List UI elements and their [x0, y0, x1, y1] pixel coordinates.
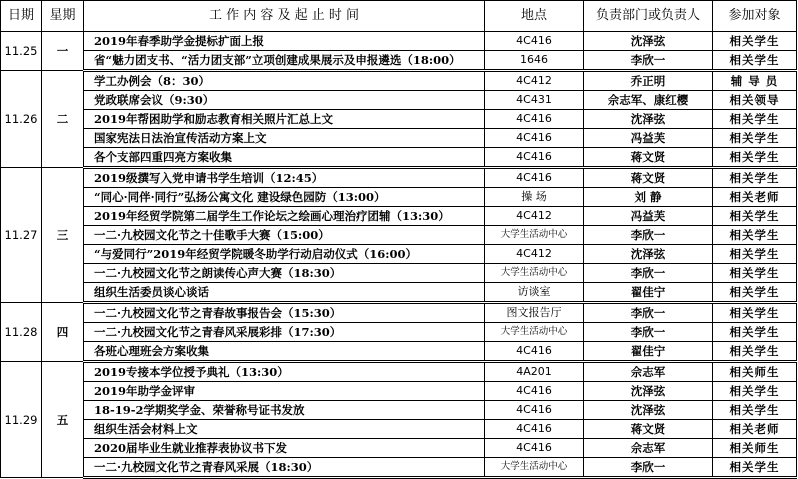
task-location: 4C416	[485, 342, 584, 362]
table-row	[1, 110, 797, 129]
header-content: 工 作 内 容 及 起 止 时 间	[84, 1, 485, 32]
task-content: 2019年帮困助学和励志教育相关照片汇总上文	[84, 110, 485, 129]
task-audience: 相关学生	[713, 401, 797, 420]
task-location: 访谈室	[485, 283, 584, 303]
day-weekday: 一	[42, 32, 84, 71]
table-row	[1, 362, 797, 382]
task-person: 蒋文贤	[584, 168, 713, 188]
task-content: 2019专接本学位授予典礼（13:30）	[84, 362, 485, 382]
task-audience: 相关学生	[713, 51, 797, 71]
header-row	[1, 1, 797, 32]
task-content: 学工办例会（8：30）	[84, 71, 485, 91]
task-audience: 相关学生	[713, 245, 797, 264]
task-content: 一二·九校园文化节之青春风采展彩排（17:30）	[84, 323, 485, 342]
task-audience: 相关学生	[713, 129, 797, 148]
task-person: 乔正明	[584, 71, 713, 91]
schedule-body	[1, 32, 797, 478]
task-content: 2019年经贸学院第二届学生工作论坛之绘画心理治疗团辅（13:30）	[84, 207, 485, 226]
task-audience: 相关师生	[713, 362, 797, 382]
task-location: 4C431	[485, 91, 584, 110]
day-date: 11.28	[1, 303, 42, 362]
task-content: 省“魅力团支书、“活力团支部”立项创建成果展示及申报遴选（18:00）	[84, 51, 485, 71]
task-location: 4A201	[485, 362, 584, 382]
day-weekday: 五	[42, 362, 84, 478]
task-audience: 相关学生	[713, 323, 797, 342]
table-row	[1, 91, 797, 110]
task-location: 大学生活动中心	[485, 458, 584, 478]
day-date: 11.25	[1, 32, 42, 71]
day-date: 11.29	[1, 362, 42, 478]
task-person: 佘志军、康红樱	[584, 91, 713, 110]
task-location: 4C416	[485, 32, 584, 51]
task-location: 图文报告厅	[485, 303, 584, 323]
task-person: 李欣一	[584, 51, 713, 71]
task-content: 组织生活委员谈心谈话	[84, 283, 485, 303]
task-person: 沈泽弦	[584, 32, 713, 51]
task-person: 李欣一	[584, 303, 713, 323]
task-content: 一二·九校园文化节之青春风采展（18:30）	[84, 458, 485, 478]
task-content: 2019年助学金评审	[84, 382, 485, 401]
task-content: 一二·九校园文化节之青春故事报告会（15:30）	[84, 303, 485, 323]
task-audience: 相关师生	[713, 439, 797, 458]
task-person: 沈泽弦	[584, 245, 713, 264]
task-person: 蒋文贤	[584, 420, 713, 439]
table-row	[1, 32, 797, 51]
day-date: 11.26	[1, 71, 42, 168]
task-audience: 相关学生	[713, 168, 797, 188]
task-content: 各个支部四重四亮方案收集	[84, 148, 485, 168]
table-row	[1, 51, 797, 71]
header-weekday: 星期	[42, 1, 84, 32]
task-audience: 相关学生	[713, 207, 797, 226]
task-location: 4C412	[485, 71, 584, 91]
task-content: “与爱同行”2019年经贸学院暖冬助学行动启动仪式（16:00）	[84, 245, 485, 264]
table-row	[1, 458, 797, 478]
table-row	[1, 342, 797, 362]
task-person: 沈泽弦	[584, 401, 713, 420]
header-date: 日期	[1, 1, 42, 32]
task-location: 4C416	[485, 168, 584, 188]
task-content: 2019年春季助学金提标扩面上报	[84, 32, 485, 51]
task-location: 4C416	[485, 439, 584, 458]
table-row	[1, 71, 797, 91]
task-person: 蒋文贤	[584, 148, 713, 168]
task-location: 4C412	[485, 245, 584, 264]
task-person: 冯益芙	[584, 207, 713, 226]
task-location: 4C416	[485, 129, 584, 148]
task-person: 沈泽弦	[584, 382, 713, 401]
table-row	[1, 323, 797, 342]
day-weekday: 三	[42, 168, 84, 303]
header-audience: 参加对象	[713, 1, 797, 32]
table-row	[1, 245, 797, 264]
task-audience: 相关学生	[713, 264, 797, 283]
task-person: 翟佳宁	[584, 342, 713, 362]
task-location: 大学生活动中心	[485, 226, 584, 245]
task-person: 沈泽弦	[584, 110, 713, 129]
task-content: 组织生活会材料上文	[84, 420, 485, 439]
task-location: 4C416	[485, 382, 584, 401]
header-person: 负责部门或负责人	[584, 1, 713, 32]
table-row	[1, 168, 797, 188]
day-weekday: 四	[42, 303, 84, 362]
task-content: 一二·九校园文化节之十佳歌手大赛（15:00）	[84, 226, 485, 245]
task-person: 李欣一	[584, 264, 713, 283]
day-weekday: 二	[42, 71, 84, 168]
table-row	[1, 303, 797, 323]
table-row	[1, 148, 797, 168]
table-row	[1, 188, 797, 207]
table-row	[1, 401, 797, 420]
task-audience: 相关学生	[713, 342, 797, 362]
header-location: 地点	[485, 1, 584, 32]
task-location: 4C416	[485, 148, 584, 168]
task-content: “同心·同伴·同行”弘扬公寓文化 建设绿色园防（13:00）	[84, 188, 485, 207]
task-person: 李欣一	[584, 458, 713, 478]
task-content: 2019级撰写入党申请书学生培训（12:45）	[84, 168, 485, 188]
task-location: 4C412	[485, 207, 584, 226]
table-row	[1, 439, 797, 458]
task-audience: 相关老师	[713, 420, 797, 439]
task-location: 4C416	[485, 401, 584, 420]
task-person: 李欣一	[584, 323, 713, 342]
task-audience: 相关学生	[713, 382, 797, 401]
task-location: 大学生活动中心	[485, 264, 584, 283]
table-row	[1, 420, 797, 439]
task-content: 国家宪法日法治宣传活动方案上文	[84, 129, 485, 148]
task-location: 大学生活动中心	[485, 323, 584, 342]
table-row	[1, 283, 797, 303]
task-person: 翟佳宁	[584, 283, 713, 303]
task-audience: 相关老师	[713, 188, 797, 207]
task-person: 李欣一	[584, 226, 713, 245]
table-row	[1, 264, 797, 283]
task-audience: 相关学生	[713, 226, 797, 245]
task-person: 刘 静	[584, 188, 713, 207]
task-location: 4C416	[485, 420, 584, 439]
table-row	[1, 226, 797, 245]
task-person: 佘志军	[584, 439, 713, 458]
task-audience: 相关学生	[713, 148, 797, 168]
task-content: 一二·九校园文化节之朗读传心声大赛（18:30）	[84, 264, 485, 283]
task-content: 18-19-2学期奖学金、荣誉称号证书发放	[84, 401, 485, 420]
task-audience: 辅 导 员	[713, 71, 797, 91]
task-content: 2020届毕业生就业推荐表协议书下发	[84, 439, 485, 458]
task-audience: 相关学生	[713, 458, 797, 478]
task-audience: 相关学生	[713, 283, 797, 303]
task-person: 佘志军	[584, 362, 713, 382]
task-content: 各班心理班会方案收集	[84, 342, 485, 362]
task-location: 1646	[485, 51, 584, 71]
task-audience: 相关学生	[713, 32, 797, 51]
task-location: 操 场	[485, 188, 584, 207]
day-date: 11.27	[1, 168, 42, 303]
table-row	[1, 207, 797, 226]
task-audience: 相关领导	[713, 91, 797, 110]
task-content: 党政联席会议（9:30）	[84, 91, 485, 110]
table-row	[1, 129, 797, 148]
task-audience: 相关学生	[713, 303, 797, 323]
table-row	[1, 382, 797, 401]
task-person: 冯益芙	[584, 129, 713, 148]
task-location: 4C416	[485, 110, 584, 129]
task-audience: 相关学生	[713, 110, 797, 129]
